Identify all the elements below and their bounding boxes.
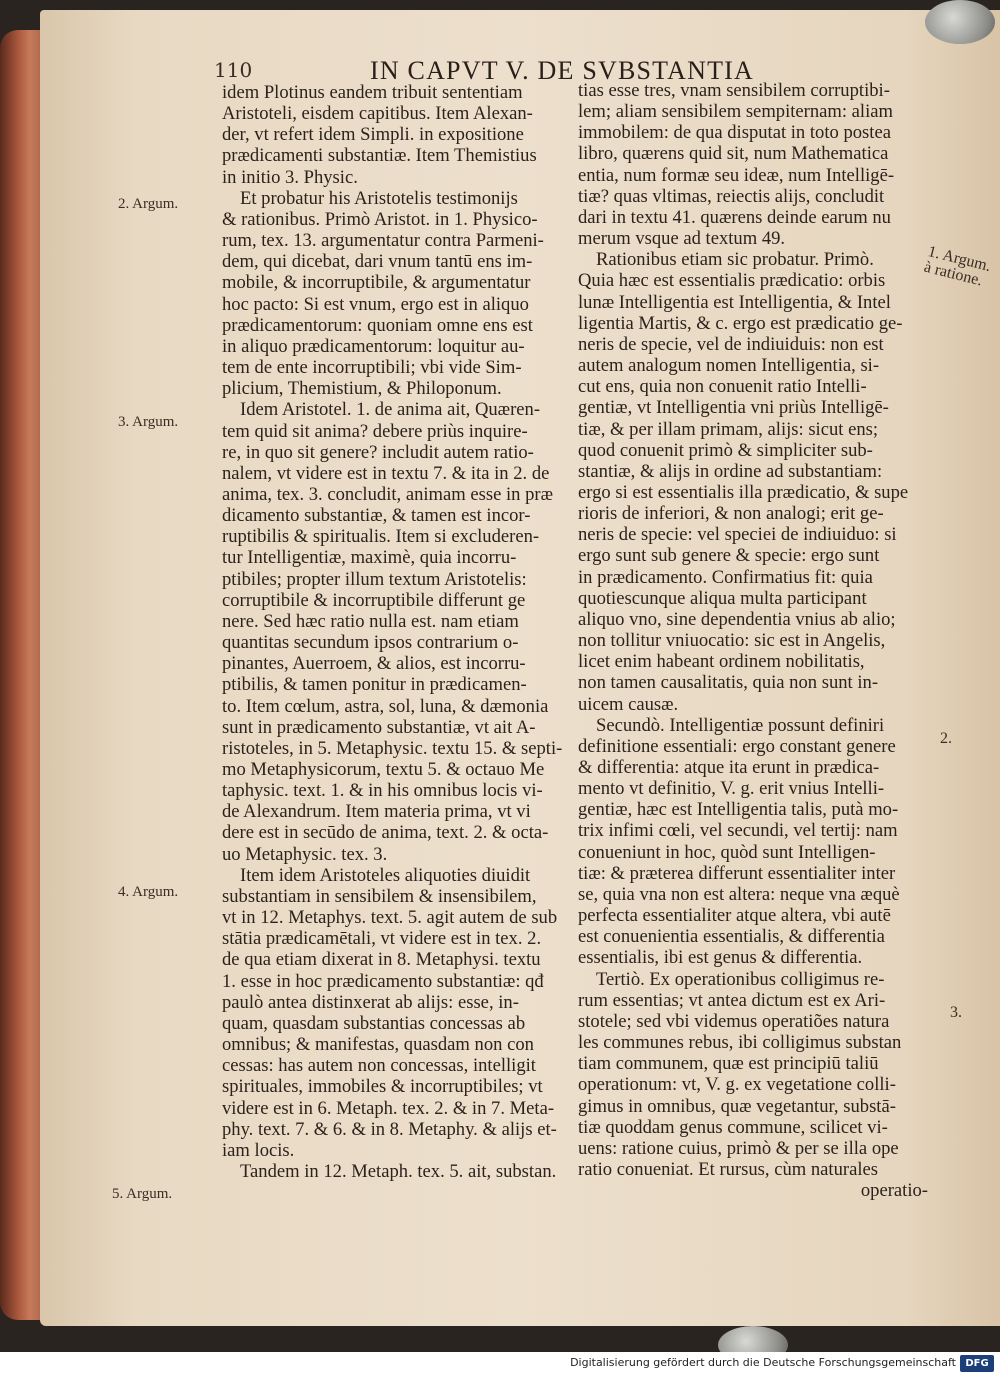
text-line: tur Intelligentiæ, maximè, quia incorru-: [222, 547, 517, 569]
page-clip-top: [925, 0, 995, 44]
text-line: rioris de inferiori, & non analogi; erit ge-: [578, 503, 884, 525]
text-line: uicem causæ.: [578, 693, 679, 715]
text-line: merum vsque ad textum 49.: [578, 228, 786, 250]
text-line: tiæ: & præterea differunt essentialiter inter: [578, 862, 896, 884]
digitization-footer: [0, 1352, 1000, 1376]
margin-note-arg4: 4. Argum.: [118, 884, 179, 900]
text-line: libro, quærens quid sit, num Mathematica: [578, 143, 889, 165]
text-line: perfecta essentialiter atque altera, vbi autē: [578, 905, 891, 927]
catchword: operatio-: [860, 1180, 928, 1202]
text-line: hoc pacto: Si est vnum, ergo est in aliquo: [222, 293, 529, 315]
text-line: quotiescunque aliqua multa participant: [578, 587, 867, 609]
text-line: dicamento substantiæ, & tamen est incor-: [222, 505, 531, 527]
margin-note-arg3: 3. Argum.: [118, 414, 179, 430]
text-line: de qua etiam dixerat in 8. Metaphysi. textu: [222, 949, 541, 971]
text-line: tem de ente incorruptibili; vbi vide Sim-: [222, 357, 522, 379]
text-line: phy. text. 7. & 6. & in 8. Metaphy. & alijs et-: [222, 1118, 557, 1140]
text-line: der, vt refert idem Simpli. in expositione: [222, 124, 524, 146]
page-number: 110: [214, 58, 253, 82]
text-line: mobile, & incorruptibile, & argumentatur: [222, 272, 531, 294]
text-line: rum, tex. 13. argumentatur contra Parmeni-: [222, 230, 544, 252]
text-line: pinantes, Auerroem, & alios, est incorru-: [222, 653, 526, 675]
text-line: mo Metaphysicorum, textu 5. & octauo Me: [222, 759, 545, 780]
text-line: anima, tex. 3. concludit, animam esse in præ: [222, 483, 553, 505]
text-line: Idem Aristotel. 1. de anima ait, Quæren-: [240, 399, 541, 421]
text-line: spirituales, immobiles & incorruptibiles; vt: [222, 1076, 543, 1098]
text-line: definitione essentiali: ergo constant genere: [578, 735, 896, 757]
text-line: neris de specie: vel speciei de indiuiduo: si: [578, 524, 897, 546]
text-line: & rationibus. Primò Aristot. in 1. Physico-: [222, 208, 538, 230]
text-line: corruptibile & incorruptibile differunt ge: [222, 589, 526, 611]
text-line: non tollitur vniuocatio: sic est in Angelis,: [578, 630, 886, 652]
text-line: tiæ? quas vltimas, reiectis alijs, concludit: [578, 185, 885, 207]
right-text-column: [578, 80, 928, 1201]
text-line: ptibilis, & tamen ponitur in prædicamen-: [222, 674, 527, 696]
text-line: stātia prædicamētali, vt videre est in tex. 2.: [222, 928, 542, 950]
dfg-logo: DFG: [960, 1355, 994, 1372]
text-line: cessas: has autem non concessas, intelligit: [222, 1055, 536, 1077]
text-line: mento vt definitio, V. g. erit vnius Intelli-: [578, 778, 885, 800]
left-text-column: [222, 82, 564, 1182]
text-line: 1. esse in hoc prædicamento substantiæ: qđ: [222, 970, 544, 992]
text-line: lunæ Intelligentia est Intelligentia, & Intel: [578, 291, 891, 313]
text-line: gimus in omnibus, quæ vegetantur, substā-: [578, 1095, 896, 1117]
text-line: ligentia Martis, & c. ergo est prædicatio ge-: [578, 312, 903, 334]
text-line: Et probatur his Aristotelis testimonijs: [240, 187, 518, 209]
text-line: dari in textu 41. quærens deinde earum nu: [578, 206, 891, 228]
text-line: Tertiò. Ex operationibus colligimus re-: [596, 968, 885, 990]
text-line: tiam communem, quæ est principiū taliū: [578, 1053, 879, 1075]
text-line: stotele; sed vbi videmus operatiões natura: [578, 1010, 890, 1032]
text-line: dem, qui dicebat, dari vnum tantū ens im-: [222, 251, 533, 273]
text-line: omnibus; & manifestas, quasdam non con: [222, 1034, 534, 1056]
text-line: ergo sunt sub genere & specie: ergo sunt: [578, 545, 880, 567]
text-line: essentialis, ibi est genus & differentia.: [578, 947, 863, 969]
text-line: in aliquo prædicamentorum: loquitur au-: [222, 335, 525, 357]
text-line: tiæ, & per illam primam, alijs: sicut ens;: [578, 418, 879, 440]
text-line: Quia hæc est essentialis prædicatio: orbis: [578, 270, 886, 292]
text-line: to. Item cœlum, astra, sol, luna, & dæmonia: [222, 695, 549, 717]
text-line: paulò antea distinxerat ab alijs: esse, in-: [222, 991, 519, 1013]
margin-note-arg2-right: 2.: [940, 730, 952, 747]
text-line: vt in 12. Metaphys. text. 5. agit autem de sub: [222, 907, 558, 929]
text-line: Tandem in 12. Metaph. tex. 5. ait, substan.: [240, 1160, 557, 1182]
text-line: quantitas secundum ipsos contrarium o-: [222, 632, 519, 654]
text-line: & differentia: atque ita erunt in prædica-: [578, 757, 880, 778]
text-line: sunt in prædicamento substantiæ, vt ait A-: [222, 716, 536, 738]
text-line: Secundò. Intelligentiæ possunt definiri: [596, 714, 885, 736]
text-line: videre est in 6. Metaph. tex. 2. & in 7. Meta-: [222, 1097, 555, 1119]
footer-credit: Digitalisierung gefördert durch die Deutsche Forschungsgemeinschaft: [570, 1356, 956, 1369]
text-line: immobilem: de qua disputat in toto postea: [578, 122, 891, 144]
text-line: in prædicamento. Confirmatius fit: quia: [578, 566, 873, 588]
text-line: tiæ quoddam genus commune, scilicet vi-: [578, 1116, 888, 1138]
running-title: IN CAPVT V. DE SVBSTANTIA: [370, 56, 755, 85]
text-line: gentiæ, vt Intelligentia vni priùs Intelligē-: [578, 397, 889, 419]
margin-note-arg1-ratione: 1. Argum. à ratione.: [922, 243, 993, 290]
text-line: Aristoteli, eisdem capitibus. Item Alexan-: [222, 103, 533, 125]
text-line: licet enim habeant ordinem nobilitatis,: [578, 651, 865, 673]
text-line: stantiæ, & alijs in ordine ad substantiam:: [578, 460, 883, 482]
text-line: iam locis.: [222, 1139, 295, 1161]
text-line: ruptibilis & spiritualis. Item si excluderen-: [222, 526, 540, 548]
text-line: ergo si est essentialis illa prædicatio, & supe: [578, 481, 909, 503]
margin-note-arg2: 2. Argum.: [118, 196, 179, 212]
text-line: quod conuenit primò & simpliciter sub-: [578, 439, 873, 461]
text-line: uens: ratione cuius, primò & per se illa ope: [578, 1137, 899, 1159]
text-line: rum essentias; vt antea dictum est ex Ari-: [578, 989, 886, 1011]
text-line: ratio conueniat. Et rursus, cùm naturales: [578, 1158, 878, 1180]
text-line: Item idem Aristoteles aliquoties diuidit: [240, 864, 531, 886]
text-line: Rationibus etiam sic probatur. Primò.: [596, 249, 874, 271]
text-line: les communes rebus, ibi colligimus substan: [578, 1032, 902, 1054]
margin-note-arg3-right: 3.: [950, 1004, 962, 1021]
text-line: est conuenientia essentialis, & differentia: [578, 926, 885, 948]
text-line: entia, num formæ seu ideæ, num Intelligē-: [578, 164, 895, 186]
text-line: ptibiles; propter illum textum Aristotelis:: [222, 568, 527, 590]
text-line: nalem, vt videre est in textu 7. & ita in 2. de: [222, 462, 550, 484]
text-line: quam, quasdam substantias concessas ab: [222, 1012, 526, 1034]
text-line: neris de specie, vel de indiuiduis: non est: [578, 333, 884, 355]
text-line: cut ens, quia non conuenit ratio Intelli-: [578, 376, 867, 398]
text-line: non tamen causalitatis, quia non sunt in-: [578, 672, 879, 694]
text-line: se, quia vna non est altera: neque vna æquè: [578, 883, 900, 905]
text-line: tem quid sit anima? debere priùs inquire-: [222, 420, 528, 442]
text-line: operationum: vt, V. g. ex vegetatione colli-: [578, 1074, 896, 1096]
text-line: dere est in secūdo de anima, text. 2. & octa-: [222, 822, 549, 844]
text-line: taphysic. text. 1. & in his omnibus locis vi-: [222, 780, 543, 802]
text-line: tias esse tres, vnam sensibilem corruptibi-: [578, 80, 890, 101]
text-line: substantiam in sensibilem & insensibilem,: [222, 885, 537, 907]
text-line: trix infimi cœli, vel secundi, vel tertij: nam: [578, 820, 898, 842]
text-line: lem; aliam sensibilem sempiternam: aliam: [578, 101, 893, 123]
text-line: in initio 3. Physic.: [222, 166, 358, 188]
text-line: de Alexandrum. Item materia prima, vt vi: [222, 801, 531, 823]
text-line: aliquo vno, sine dependentia vnius ab alio;: [578, 608, 896, 630]
text-line: prædicamentorum: quoniam omne ens est: [222, 314, 533, 336]
text-line: conueniunt in hoc, quòd sunt Intelligen-: [578, 841, 876, 863]
text-line: nere. Sed hæc ratio nulla est. nam etiam: [222, 610, 519, 632]
text-line: prædicamenti substantiæ. Item Themistius: [222, 145, 537, 167]
text-line: uo Metaphysic. tex. 3.: [222, 843, 388, 865]
text-line: re, in quo sit genere? includit autem ratio-: [222, 441, 534, 463]
margin-note-arg5: 5. Argum.: [112, 1186, 173, 1202]
text-line: idem Plotinus eandem tribuit sententiam: [222, 82, 523, 103]
text-line: ristoteles, in 5. Metaphysic. textu 15. & septi-: [222, 737, 563, 759]
text-line: autem analogum nomen Intelligentia, si-: [578, 355, 880, 377]
text-line: plicium, Themistium, & Philoponum.: [222, 378, 502, 400]
text-line: gentiæ, hæc est Intelligentia talis, putà mo-: [578, 799, 899, 821]
